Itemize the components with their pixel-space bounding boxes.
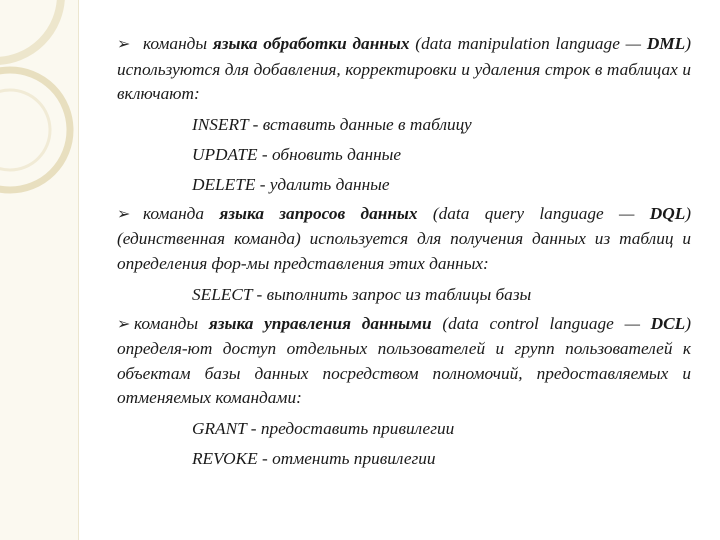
decorative-circles — [0, 0, 80, 240]
command-insert: INSERT - вставить данные в таблицу — [192, 114, 472, 134]
section-dml-abbr: DML — [646, 34, 686, 53]
section-dml-en: (data manipulation language — — [409, 34, 647, 53]
section-dcl-paragraph — [117, 312, 691, 411]
section-dql-abbr: DQL — [649, 203, 686, 223]
section-dml-rest: ) используются для добавления, корректировки и удаления строк в таблицах и включают: — [117, 34, 691, 104]
command-update: UPDATE - обновить данные — [192, 144, 402, 164]
section-dql-rest: ) (единственная команда) используется для получения данных из таблиц и определения фор-мы представления этих данных: — [117, 203, 692, 273]
section-dcl-lead: команды — [134, 313, 209, 333]
section-dcl-rest: ) определя-ют доступ отдельных пользователей и групп пользователей к объектам базы данных посредством полномочий, предоставляемых и отменяемых командами: — [117, 313, 691, 408]
section-dcl-term: языка управления данными — [208, 313, 432, 333]
command-select: SELECT - выполнить запрос из таблицы базы — [192, 284, 532, 304]
command-grant: GRANT - предоставить привилегии — [192, 418, 455, 438]
section-dml-paragraph — [117, 32, 691, 107]
arrow-bullet-icon: ➢ — [117, 36, 131, 53]
arrow-bullet-icon: ➢ — [117, 315, 131, 333]
section-dql-lead: команда — [143, 203, 220, 223]
command-revoke: REVOKE - отменить привилегии — [192, 448, 436, 468]
section-dcl-abbr: DCL — [650, 313, 686, 333]
section-dcl-en: (data control language — — [431, 313, 651, 333]
section-dql-term: языка запросов данных — [219, 203, 418, 223]
document-content — [117, 32, 691, 474]
section-dql-en: (data query language — — [417, 203, 650, 223]
arrow-bullet-icon: ➢ — [117, 205, 131, 223]
command-delete: DELETE - удалить данные — [192, 174, 390, 194]
section-dql-paragraph — [117, 202, 691, 277]
section-dml-lead: команды — [143, 34, 213, 53]
section-dml-term: языка обработки данных — [212, 34, 410, 53]
